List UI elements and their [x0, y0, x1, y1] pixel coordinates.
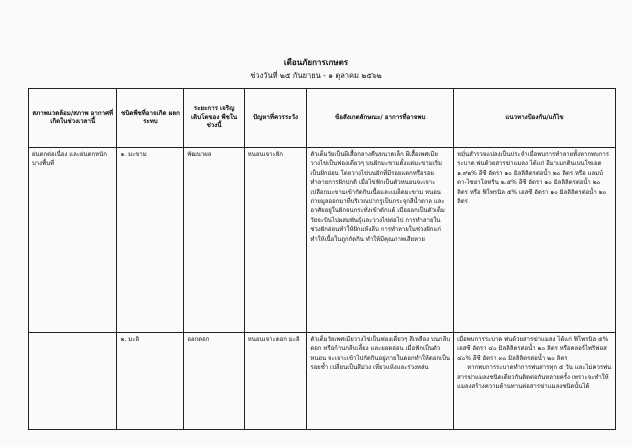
- cell-crop: ๒. มะลิ: [117, 333, 184, 430]
- prevention-paragraph: เมื่อพบการระบาด พ่นด้วยสารฆ่าแมลง ได้แก่ ฟิโพรนิล ๕% เอสซี อัตรา ๔๐ มิลลิลิตรต่อน้ำ ๒๐ ลิตร หรือคลอร์ไพริฟอส ๔๐% อีซี อัตรา ๓๐ มิลลิลิตรต่อน้ำ ๒๐ ลิตร: [457, 336, 609, 362]
- cell-symptoms: ตัวเต็มวัยเป็นผีเสื้อกลางคืนขนาดเล็ก ผีเสื้อเพศเมียวางไข่เป็นฟองเดี่ยวๆ บนฝักมะขามตั้งแต่มะขามเริ่มเป็นฝักอ่อน โดยวางไข่บนฝักที่มีรอยแตกหรือรอยทำลายการฝักปกติ เมื่อไข่ฟักเป็นตัวหนอนจะเจาะเปลือกมะขามเข้ากัดกินเนื้อและเมล็ดมะขาม หนอนถ่ายมูลออกมาที่บริเวณปากรูเป็นกระจุกสีน้ำตาล และอาศัยอยู่ในฝักจนกระทั่งเข้าดักแด้ เมื่อออกเป็นตัวเต็มวัยจะบินไปผสมพันธุ์และวางไข่ต่อไป การทำลายในช่วงฝักอ่อนทำให้ฝักแห้งลีบ การทำลายในช่วงฝักแก่ทำให้เนื้อในถูกกัดกิน ทำให้มีคุณภาพเสียหาย: [307, 148, 454, 333]
- header-crop: ชนิดพืชที่อาจเกิด ผลกระทบ: [117, 89, 184, 148]
- cell-crop: ๑. มะขาม: [117, 148, 184, 333]
- prevention-paragraph: หากพบการระบาดทำการพ่นสารทุก ๕ วัน และไม่ควรพ่นสารฆ่าแมลงชนิดเดียวกันติดต่อกันหลายครั้ง เพราะจะทำให้แมลงสร้างความต้านทานต่อสารฆ่าแมลงชนิดนั้นได้: [457, 364, 612, 391]
- table-row: [29, 148, 616, 333]
- cell-prevention: หมั่นสำรวจแปลงเป็นประจำเมื่อพบการทำลายทั้งหากพบการระบาด พ่นด้วยสารฆ่าแมลง ได้แก่ อีมาเมกตินเบนโซเอต ๑.๙๒% อีซี อัตรา ๑๐ มิลลิลิตรต่อน้ำ ๒๐ ลิตร หรือ แลมบ์ดา-ไซฮาโลทริน ๒.๕% อีซี อัตรา ๑๐ มิลลิลิตรต่อน้ำ ๒๐ ลิตร หรือ ฟิโพรนิล ๕% เอสซี อัตรา ๑๐ มิลลิลิตรต่อน้ำ ๒๐ ลิตร: [454, 148, 616, 333]
- header-stage: ระยะการ เจริญเติบโตของ พืชในช่วงนี้: [184, 89, 244, 148]
- cell-condition: [29, 333, 117, 430]
- table-header-row: [29, 89, 616, 148]
- cell-stage: พัฒนาผล: [184, 148, 244, 333]
- cell-condition: ฝนตกต่อเนื่อง และฝนตกหนักบางพื้นที่: [29, 148, 117, 333]
- cell-symptoms: ตัวเต็มวัยเพศเมียวางไข่เป็นฟองเดี่ยวๆ สีเหลือง บนกลีบดอก หรือก้านกลีบเลี้ยง และยอดอ่อน เมื่อฟักเป็นตัวหนอน จะเจาะเข้าไปกัดกินอยู่ภายในดอกทำให้ดอกเป็นรอยช้ำ เปลี่ยนเป็นสีม่วง เหี่ยวแห้งและร่วงหล่น: [307, 333, 454, 430]
- cell-prevention: [454, 333, 616, 430]
- page-title: เตือนภัยการเกษตร: [283, 58, 349, 67]
- table-row: [29, 333, 616, 430]
- header-prevention: แนวทางป้องกัน/แก้ไข: [454, 89, 616, 148]
- header-problem: ปัญหาที่ควรระวัง: [244, 89, 307, 148]
- cell-problem: หนอนเจาะดอก มะลิ: [244, 333, 307, 430]
- header-symptoms: ข้อสังเกตลักษณะ/ อาการที่อาจพบ: [307, 89, 454, 148]
- cell-stage: ออกดอก: [184, 333, 244, 430]
- cell-problem: หนอนเจาะฝัก: [244, 148, 307, 333]
- date-range: ช่วงวันที่ ๒๕ กันยายน - ๑ ตุลาคม ๒๕๖๒: [250, 71, 382, 80]
- advisory-table: [28, 88, 616, 430]
- header-condition: สภาพแวดล้อม/สภาพ อากาศที่เกิดในช่วงเวลานี้: [29, 89, 117, 148]
